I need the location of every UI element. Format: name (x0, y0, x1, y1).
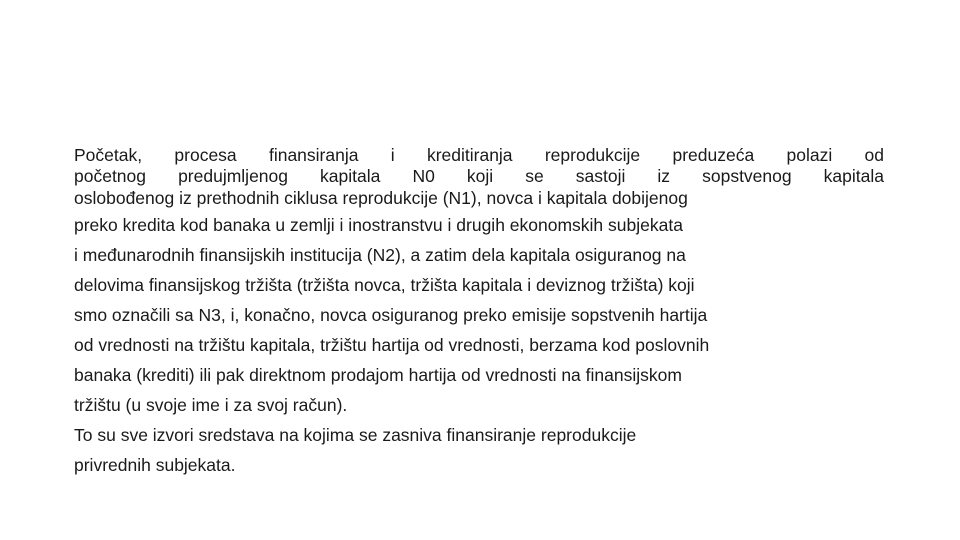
paragraph-line: To su sve izvori sredstava na kojima se zasniva finansiranje reprodukcije (74, 425, 637, 445)
paragraph-line: od vrednosti na tržištu kapitala, tržištu hartija od vrednosti, berzama kod poslovnih (74, 335, 710, 355)
paragraph-line: delovima finansijskog tržišta (tržišta novca, tržišta kapitala i deviznog tržišta) koji (74, 275, 695, 295)
paragraph-line: oslobođenog iz prethodnih ciklusa reprodukcije (N1), novca i kapitala dobijenog (74, 188, 688, 208)
paragraph-line: Početak, procesa finansiranja i kreditiranja reprodukcije preduzeća polazi od (74, 145, 884, 165)
body-text (74, 143, 884, 480)
paragraph-line: i međunarodnih finansijskih institucija (N2), a zatim dela kapitala osiguranog na (74, 245, 686, 265)
paragraph-line: preko kredita kod banaka u zemlji i inostranstvu i drugih ekonomskih subjekata (74, 215, 683, 235)
paragraph-line: početnog predujmljenog kapitala N0 koji se sastoji iz sopstvenog kapitala (74, 166, 884, 186)
paragraph-line: tržištu (u svoje ime i za svoj račun). (74, 395, 348, 415)
paragraph-line: privrednih subjekata. (74, 455, 236, 475)
paragraph-line: smo označili sa N3, i, konačno, novca osiguranog preko emisije sopstvenih hartija (74, 305, 708, 325)
paragraph-line: banaka (krediti) ili pak direktnom prodajom hartija od vrednosti na finansijskom (74, 365, 682, 385)
